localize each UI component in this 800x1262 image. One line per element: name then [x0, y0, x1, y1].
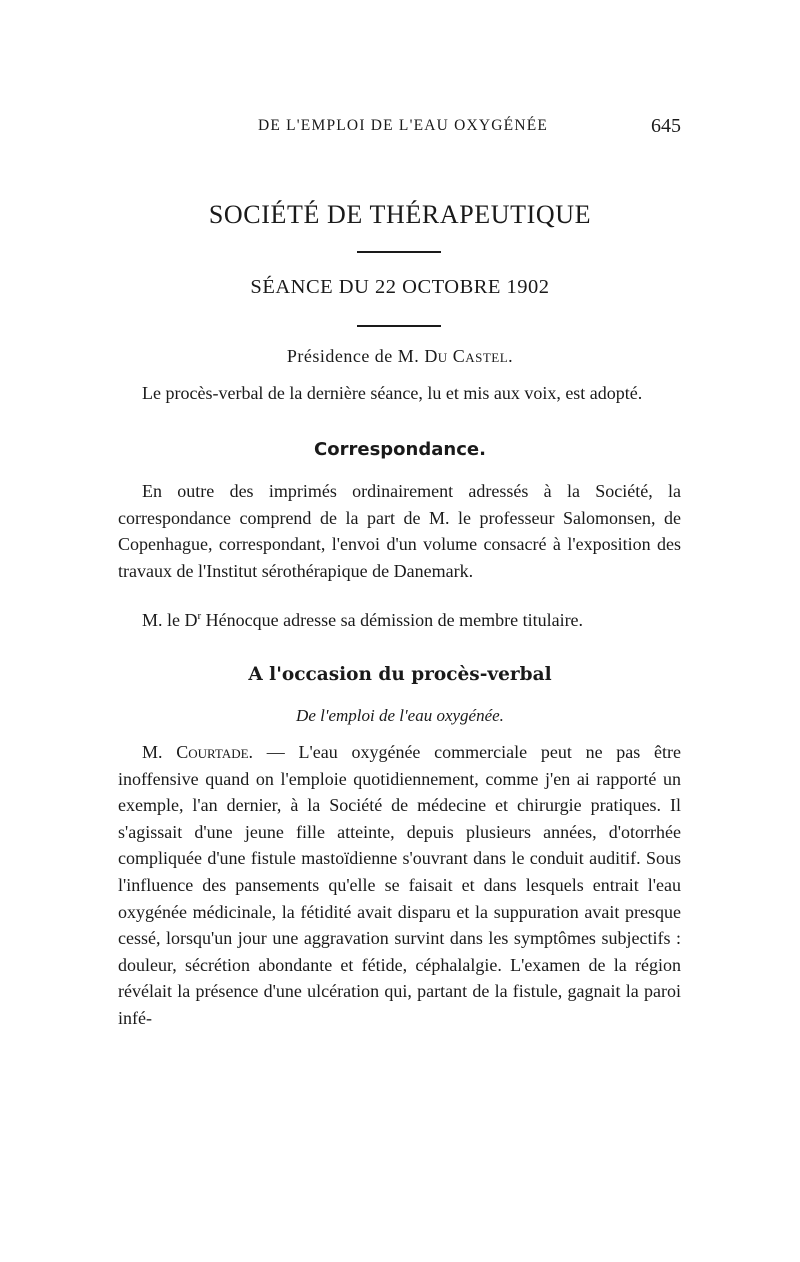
minutes-paragraph: Le procès-verbal de la dernière séance, lu et mis aux voix, est adopté. [142, 383, 643, 403]
heading-correspondance: Correspondance. [314, 439, 486, 460]
courtade-paragraph [118, 739, 681, 1032]
page-number: 645 [651, 115, 681, 137]
running-title: DE L'EMPLOI DE L'EAU OXYGÉNÉE [258, 117, 549, 134]
doctor-superscript: r [197, 610, 202, 622]
title-divider [357, 251, 441, 253]
section-subtitle: De l'emploi de l'eau oxygénée. [296, 706, 504, 725]
presidency-suffix: . [508, 346, 514, 366]
courtade-text: — L'eau oxygénée commerciale peut ne pas être inoffensive quand on l'emploie quotidiennement, comme j'en ai rapporté un exemple, l'an dernier, à la Société de médecine et chirurgie pratiques. Il s'agissait d'une jeune fille atteinte, depuis plusieurs années, d'otorrhée compliquée d'une fistule mastoïdienne s'ouvrant dans le conduit auditif. Sous l'influence des pansements qu'elle se faisait et dans lesquels entrait l'eau oxygénée médicinale, la fétidité avait disparu et la suppuration avait presque cessé, lorsqu'un jour une aggravation survint dans les symptômes subjectifs : douleur, sécrétion abondante et fétide, céphalalgie. L'examen de la région révélait la présence d'une ulcération qui, partant de la fistule, gagnait la paroi infé- [118, 742, 681, 1028]
presidency-prefix: Présidence de M. [286, 346, 425, 366]
presidency-line [0, 346, 800, 367]
resignation-prefix: M. le D [142, 610, 198, 630]
resignation-rest: Hénocque adresse sa démission de membre titulaire. [201, 610, 584, 630]
society-title: SOCIÉTÉ DE THÉRAPEUTIQUE [208, 200, 592, 229]
running-head [118, 117, 681, 141]
date-divider [357, 325, 441, 327]
resignation-paragraph [118, 607, 681, 634]
correspondence-paragraph: En outre des imprimés ordinairement adressés à la Société, la correspondance comprend de la part de M. le professeur Salomonsen, de Copenhague, correspondant, l'envoi d'un volume consacré à l'exposition des travaux de l'Institut sérothérapique de Danemark. [118, 481, 681, 581]
speaker-name: M. Courtade. [142, 742, 254, 762]
session-date: SÉANCE DU 22 OCTOBRE 1902 [250, 276, 550, 298]
president-name: Du Castel [424, 346, 509, 366]
heading-proces-verbal: A l'occasion du procès-verbal [248, 664, 552, 685]
